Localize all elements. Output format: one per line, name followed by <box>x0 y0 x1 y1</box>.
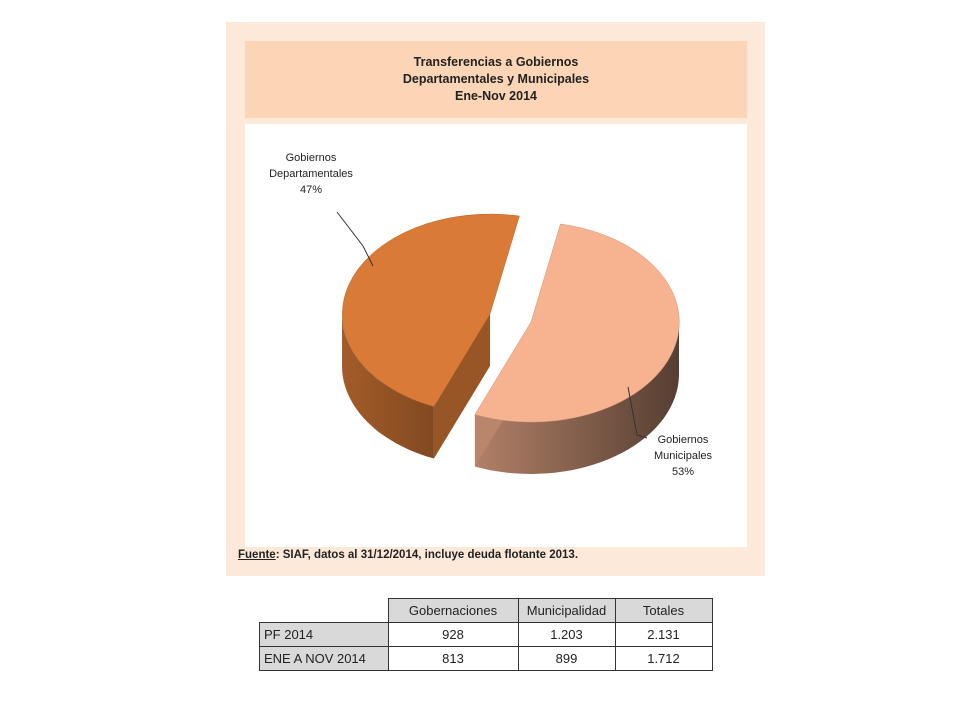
table-cell: 899 <box>518 647 615 671</box>
row-header: ENE A NOV 2014 <box>260 647 389 671</box>
source-text: : SIAF, datos al 31/12/2014, incluye deuda flotante 2013. <box>275 549 579 561</box>
table-header-row <box>260 599 713 623</box>
slice-label-departamentales-line-2: Departamentales <box>269 168 353 180</box>
plot-area <box>245 124 747 547</box>
slice-label-municipales-line-1: Gobiernos <box>657 434 709 446</box>
source-label: Fuente <box>238 549 276 561</box>
table-row <box>260 647 713 671</box>
column-header: Gobernaciones <box>388 599 518 623</box>
column-header: Municipalidad <box>518 599 615 623</box>
column-header: Totales <box>615 599 712 623</box>
table-cell: 928 <box>388 623 518 647</box>
slice-label-municipales <box>633 432 733 480</box>
row-header: PF 2014 <box>260 623 389 647</box>
chart-title-line-1: Transferencias a Gobiernos <box>413 55 579 69</box>
slice-label-departamentales-value: 47% <box>299 184 323 196</box>
source-note <box>238 549 578 561</box>
slice-label-municipales-value: 53% <box>671 466 695 478</box>
chart-panel <box>226 22 765 576</box>
slice-label-municipales-line-2: Municipales <box>653 450 713 462</box>
slice-label-departamentales <box>255 150 367 198</box>
chart-title-line-2: Departamentales y Municipales <box>402 72 590 86</box>
chart-title-line-3: Ene-Nov 2014 <box>455 89 537 103</box>
table-cell: 1.203 <box>518 623 615 647</box>
table-cell: 2.131 <box>615 623 712 647</box>
data-table <box>259 598 713 671</box>
table-cell: 813 <box>388 647 518 671</box>
table-row <box>260 623 713 647</box>
table-cell: 1.712 <box>615 647 712 671</box>
slice-label-departamentales-line-1: Gobiernos <box>285 152 337 164</box>
table-corner <box>260 599 389 623</box>
chart-title <box>245 41 747 118</box>
